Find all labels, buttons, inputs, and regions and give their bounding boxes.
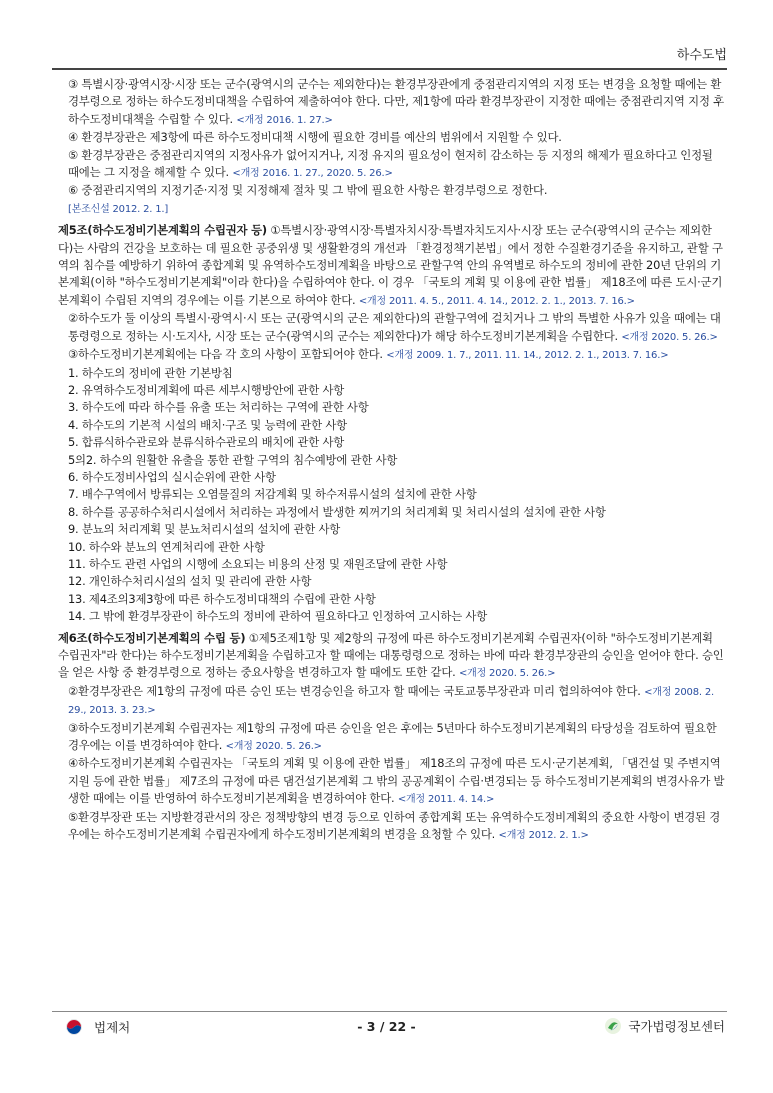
page-number: - 3 / 22 -: [357, 1019, 416, 1034]
list-item: 10. 하수와 분뇨의 연계처리에 관한 사항: [68, 539, 265, 554]
article-6: [58, 630, 725, 845]
law-center-logo-icon: [604, 1017, 622, 1035]
paragraph-5: ⑤ 환경부장관은 중점관리지역의 지정사유가 없어지거나, 지정 유지의 필요성이 현저히 감소하는 등 지정의 해제가 필요하다고 인정될 때에는 그 지정을 해제할 수 있다. <개정 2016. 1. 27., 2020. 5. 26.>: [68, 147, 713, 180]
amendment-note: <개정 2011. 4. 14.>: [397, 794, 495, 806]
list-item: 11. 하수도 관련 사업의 시행에 소요되는 비용의 산정 및 재원조달에 관한 사항: [68, 556, 448, 571]
list-item: 13. 제4조의3제3항에 따른 하수도정비대책의 수립에 관한 사항: [68, 591, 376, 606]
article-6-paragraph-1: 제6조(하수도정비기본계획의 수립 등) ①제5조제1항 및 제2항의 규정에 따른 하수도정비기본계획 수립권자(이하 "하수도정비기본계획 수립권자"라 한다)는 하수도정비기본계획을 수립하고자 할 때에는 대통령령으로 정하는 바에 따라 환경부장관의 승인을 얻어야 한다. 승인을 얻은 사항 중 환경부령으로 정하는 중요사항을 변경하고자 할 때에도 또한 같다. <개정 2020. 5. 26.>: [58, 630, 724, 680]
section-continued: [58, 76, 725, 218]
document-body: [58, 76, 725, 844]
paragraph-3: ③ 특별시장·광역시장·시장 또는 군수(광역시의 군수는 제외한다)는 환경부장관에게 중점관리지역의 지정 또는 변경을 요청할 때에는 환경부령으로 정하는 하수도정비대책을 수립하여 제출하여야 한다. 다만, 제1항에 따라 환경부장관이 지정한 때에는 중점관리지역 지정 후 하수도정비대책을 수립할 수 있다. <개정 2016. 1. 27.>: [68, 77, 724, 126]
list-item: 3. 하수도에 따라 하수를 유출 또는 처리하는 구역에 관한 사항: [68, 400, 369, 415]
article-5-title: 제5조(하수도정비기본계획의 수립권자 등): [58, 223, 267, 238]
footer-right: [604, 1017, 725, 1035]
amendment-note: <개정 2020. 5. 26.>: [621, 331, 718, 343]
footer-divider: [52, 1011, 727, 1012]
basis-note: [본조신설 2012. 2. 1.]: [68, 203, 169, 215]
list-item: 2. 유역하수도정비계획에 따른 세부시행방안에 관한 사항: [68, 382, 345, 397]
header-divider: [52, 68, 727, 70]
article-6-paragraph-3: ③하수도정비기본계획 수립권자는 제1항의 규정에 따른 승인을 얻은 후에는 5년마다 하수도정비기본계획의 타당성을 검토하여 필요한 경우에는 이를 변경하여야 한다. <개정 2020. 5. 26.>: [68, 720, 717, 753]
list-item: 5의2. 하수의 원활한 유출을 통한 관할 구역의 침수예방에 관한 사항: [68, 452, 398, 467]
list-item: 14. 그 밖에 환경부장관이 하수도의 정비에 관하여 필요하다고 인정하여 고시하는 사항: [68, 609, 488, 624]
list-item: 1. 하수도의 정비에 관한 기본방침: [68, 365, 233, 380]
article-6-title: 제6조(하수도정비기본계획의 수립 등): [58, 630, 246, 645]
amendment-note: <개정 2011. 4. 5., 2011. 4. 14., 2012. 2. 1., 2013. 7. 16.>: [358, 295, 635, 307]
list-item: 8. 하수를 공공하수처리시설에서 처리하는 과정에서 발생한 찌꺼기의 처리계획 및 처리시설의 설치에 관한 사항: [68, 504, 606, 519]
amendment-note: <개정 2009. 1. 7., 2011. 11. 14., 2012. 2. 1., 2013. 7. 16.>: [386, 350, 669, 362]
list-item: 12. 개인하수처리시설의 설치 및 관리에 관한 사항: [68, 574, 312, 589]
footer-source: 법제처: [94, 1020, 131, 1035]
amendment-note: <개정 2016. 1. 27., 2020. 5. 26.>: [232, 168, 393, 180]
amendment-note: <개정 2012. 2. 1.>: [498, 830, 589, 842]
article-6-paragraph-2: ②환경부장관은 제1항의 규정에 따른 승인 또는 변경승인을 하고자 할 때에는 국토교통부장관과 미리 협의하여야 한다. <개정 2008. 2. 29., 2013. 3. 23.>: [68, 683, 714, 717]
list-item: 6. 하수도정비사업의 실시순위에 관한 사항: [68, 469, 276, 484]
article-5-paragraph-3: ③하수도정비기본계획에는 다음 각 호의 사항이 포함되어야 한다. <개정 2009. 1. 7., 2011. 11. 14., 2012. 2. 1., 2013. 7. 16.>: [68, 347, 669, 362]
amendment-note: <개정 2016. 1. 27.>: [236, 114, 333, 126]
article-5-item-list: [58, 365, 725, 626]
article-5: [58, 222, 725, 625]
amendment-note: <개정 2008. 2. 29., 2013. 3. 23.>: [68, 686, 714, 717]
paragraph-6: ⑥ 중점관리지역의 지정기준·지정 및 지정해제 절차 및 그 밖에 필요한 사항은 환경부령으로 정한다.: [68, 183, 548, 198]
list-item: 4. 하수도의 기본적 시설의 배치·구조 및 능력에 관한 사항: [68, 417, 347, 432]
list-item: 7. 배수구역에서 방류되는 오염물질의 저감계획 및 하수저류시설의 설치에 관한 사항: [68, 487, 477, 502]
paragraph-4: ④ 환경부장관은 제3항에 따른 하수도정비대책 시행에 필요한 경비를 예산의 범위에서 지원할 수 있다.: [68, 130, 562, 145]
amendment-note: <개정 2020. 5. 26.>: [458, 668, 556, 680]
article-6-paragraph-4: ④하수도정비기본계획 수립권자는 「국토의 계획 및 이용에 관한 법률」 제18조의 규정에 따른 도시·군기본계획, 「댐건설 및 주변지역지원 등에 관한 법률」 제7조의 규정에 따른 댐건설기본계획 그 밖의 공공계획이 수립·변경되는 등 하수도정비기본계획의 변경사유가 발생한 때에는 이를 반영하여 하수도정비기본계획을 변경하여야 한다. <개정 2011. 4. 14.>: [68, 756, 725, 806]
article-6-paragraph-5: ⑤환경부장관 또는 지방환경관서의 장은 정책방향의 변경 등으로 인하여 종합계획 또는 유역하수도정비계획의 중요한 사항이 변경된 경우에는 하수도정비기본계획 수립권자에게 하수도정비기본계획의 변경을 요청할 수 있다. <개정 2012. 2. 1.>: [68, 809, 721, 842]
footer-center-name: 국가법령정보센터: [628, 1019, 725, 1034]
document-header-title: 하수도법: [676, 48, 727, 63]
amendment-note: <개정 2020. 5. 26.>: [225, 741, 322, 753]
article-5-paragraph-2: ②하수도가 둘 이상의 특별시·광역시·시 또는 군(광역시의 군은 제외한다)의 관할구역에 걸치거나 그 밖의 특별한 사유가 있을 때에는 대통령령으로 정하는 시·도지사, 시장 또는 군수(광역시의 군수는 제외한다)가 해당 하수도정비기본계획을 수립한다. <개정 2020. 5. 26.>: [68, 311, 721, 343]
list-item: 9. 분뇨의 처리계획 및 분뇨처리시설의 설치에 관한 사항: [68, 522, 341, 537]
article-5-paragraph-1: 제5조(하수도정비기본계획의 수립권자 등) ①특별시장·광역시장·특별자치시장·특별자치도지사·시장 또는 군수(광역시의 군수는 제외한다)는 사람의 건강을 보호하는 데 필요한 공중위생 및 생활환경의 개선과 「환경정책기본법」에서 정한 수질환경기준을 유지하고, 관할 구역의 침수를 예방하기 위하여 종합계획 및 유역하수도정비계획을 바탕으로 관할구역 안의 유역별로 하수도의 정비에 관한 20년 단위의 기본계획(이하 "하수도정비기본계획"이라 한다)을 수립하여야 한다. 이 경우 「국토의 계획 및 이용에 관한 법률」 제18조에 따른 도시·군기본계획이 수립된 지역의 경우에는 이를 기본으로 하여야 한다. <개정 2011. 4. 5., 2011. 4. 14., 2012. 2. 1., 2013. 7. 16.>: [58, 223, 723, 307]
list-item: 5. 합류식하수관로와 분류식하수관로의 배치에 관한 사항: [68, 435, 345, 450]
